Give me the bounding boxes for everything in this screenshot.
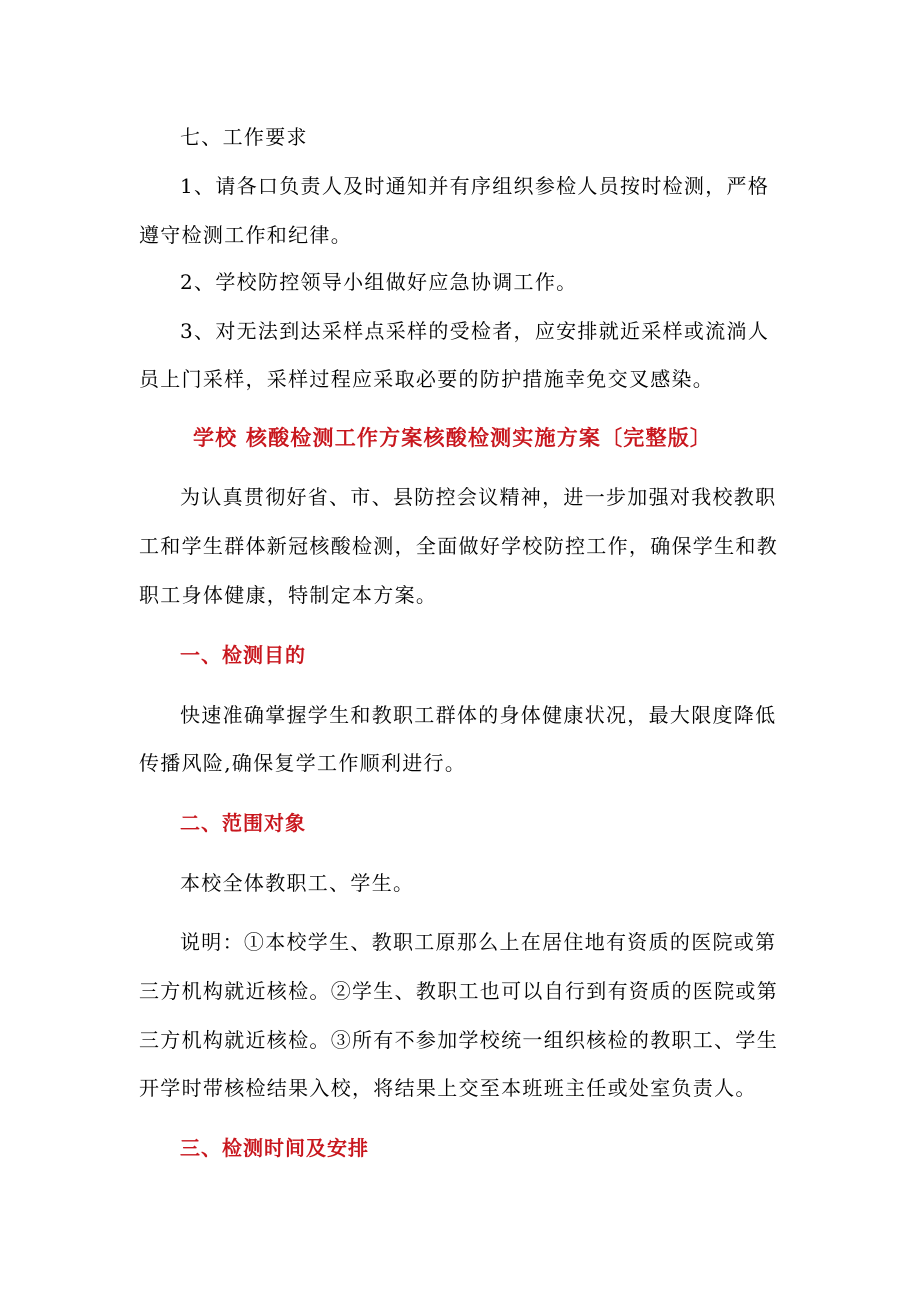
section-one-heading: 一、检测目的 — [180, 643, 306, 667]
section-seven-item2: 2、学校防控领导小组做好应急协调工作。 — [180, 270, 578, 294]
section-seven-heading: 七、工作要求 — [180, 125, 308, 149]
section-two-heading: 二、范围对象 — [180, 811, 306, 835]
section-seven-item1-line1: 1、请各口负责人及时通知并有序组织参检人员按时检测，严格 — [180, 174, 770, 198]
section-two-note-line1: 说明：①本校学生、教职工原那么上在居住地有资质的医院或第 — [180, 930, 777, 954]
section-two-note-line2: 三方机构就近核检。②学生、教职工也可以自行到有资质的医院或第 — [139, 979, 778, 1003]
intro-line2: 工和学生群体新冠核酸检测，全面做好学校防控工作，确保学生和教 — [139, 534, 778, 558]
section-seven-item3-line2: 员上门采样，采样过程应采取必要的防护措施幸免交叉感染。 — [139, 367, 715, 391]
document-title: 学校 核酸检测工作方案核酸检测实施方案〔完整版〕 — [193, 426, 713, 450]
intro-line1: 为认真贯彻好省、市、县防控会议精神，进一步加强对我校教职 — [180, 485, 777, 509]
section-one-line1: 快速准确掌握学生和教职工群体的身体健康状况，最大限度降低 — [180, 703, 777, 727]
section-three-heading: 三、检测时间及安排 — [180, 1136, 369, 1160]
section-one-line2: 传播风险,确保复学工作顺利进行。 — [139, 751, 467, 775]
section-two-note-line3: 三方机构就近核检。③所有不参加学校统一组织核检的教职工、学生 — [139, 1028, 778, 1052]
section-seven-item1-line2: 遵守检测工作和纪律。 — [139, 223, 352, 247]
section-two-note-line4: 开学时带核检结果入校，将结果上交至本班班主任或处室负责人。 — [139, 1076, 757, 1100]
section-two-line1: 本校全体教职工、学生。 — [180, 871, 415, 895]
section-seven-item3-line1: 3、对无法到达采样点采样的受检者，应安排就近采样或流淌人 — [180, 319, 770, 343]
intro-line3: 职工身体健康，特制定本方案。 — [139, 583, 438, 607]
